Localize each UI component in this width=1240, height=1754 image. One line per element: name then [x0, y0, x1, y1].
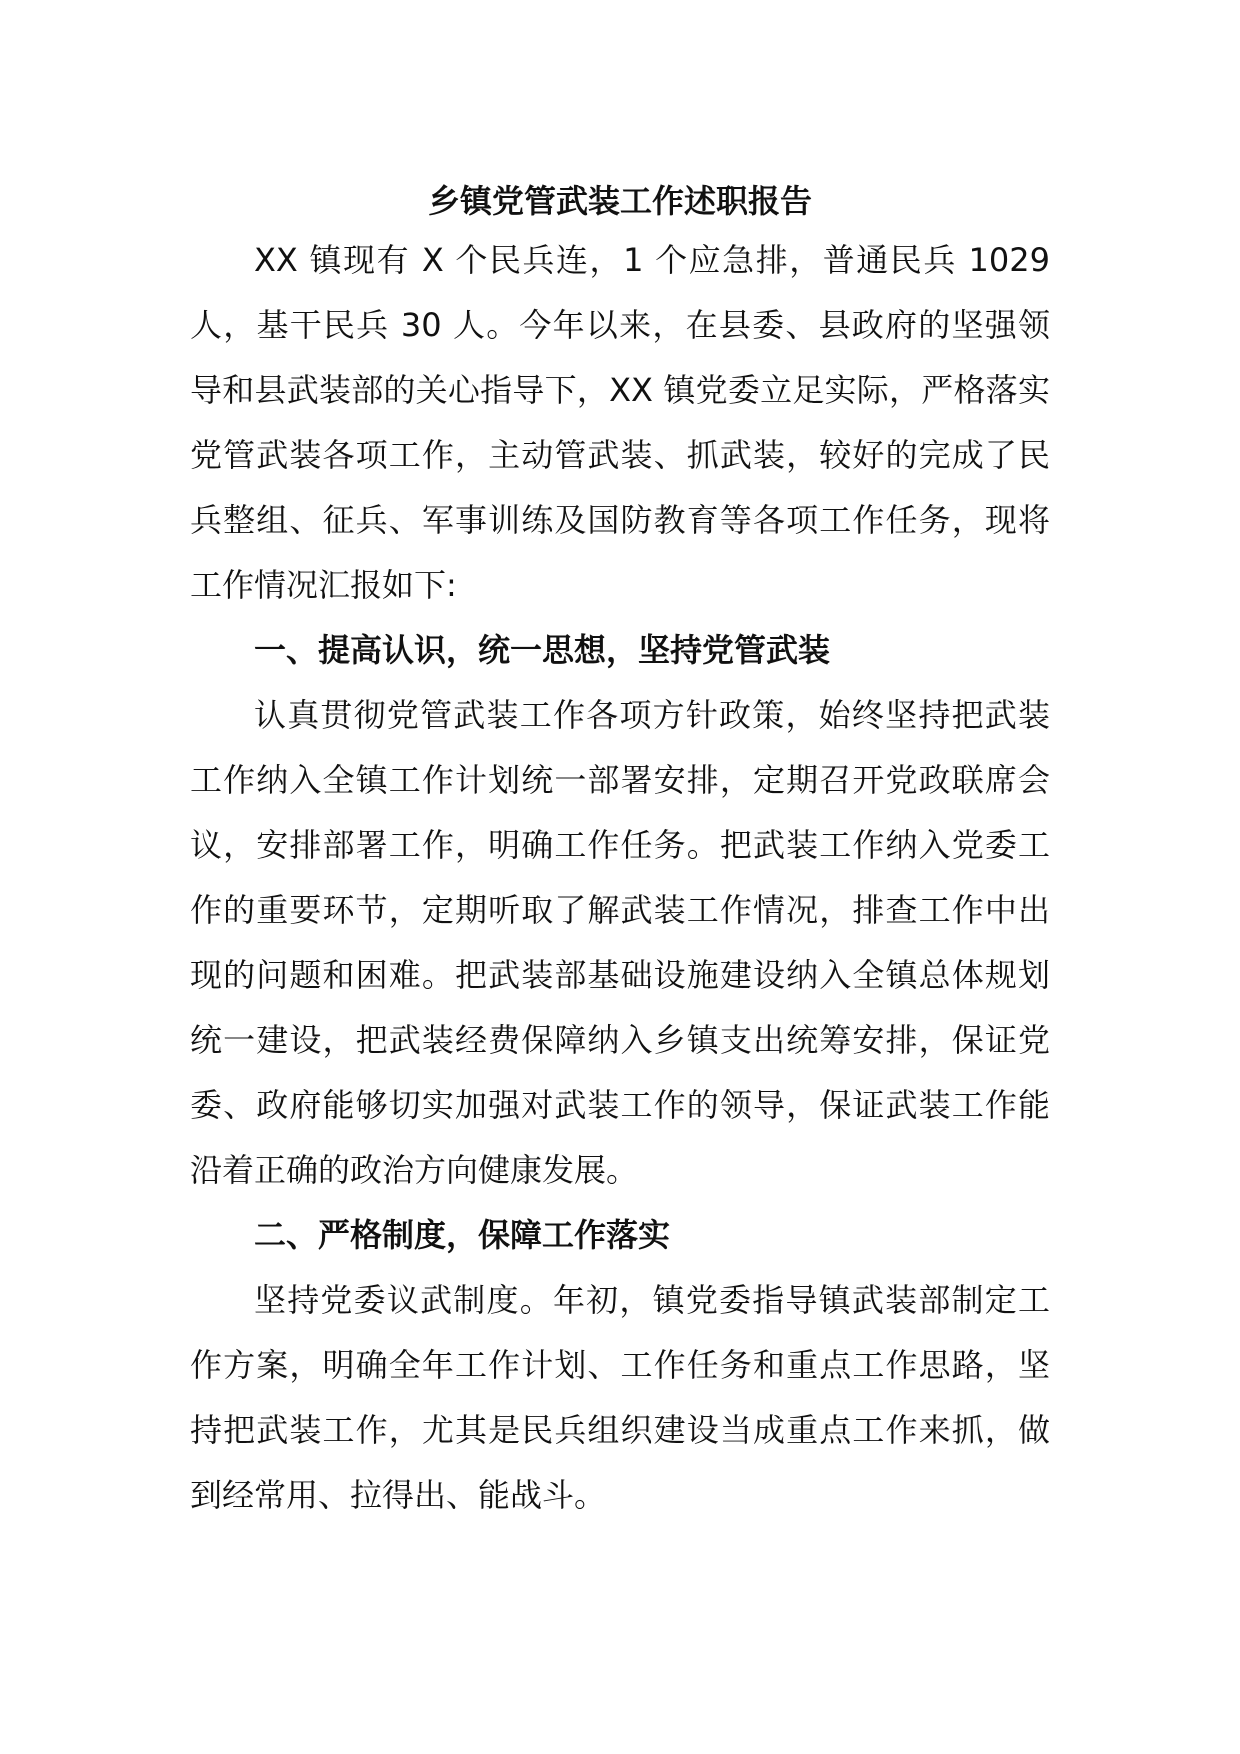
section-2-heading: 二、严格制度，保障工作落实 — [254, 1216, 671, 1254]
section-2-body: 坚持党委议武制度。年初，镇党委指导镇武装部制定工作方案，明确全年工作计划、工作任务和重点工作思路，坚持把武装工作，尤其是民兵组织建设当成重点工作来抓，做到经常用、拉得出、能战斗。 — [190, 1281, 1050, 1514]
section-1-heading: 一、提高认识，统一思想，坚持党管武装 — [254, 631, 831, 669]
intro-paragraph: XX 镇现有 X 个民兵连，1 个应急排，普通民兵 1029 人，基干民兵 30 人。今年以来，在县委、县政府的坚强领导和县武装部的关心指导下，XX 镇党委立足实际，严格落实党管武装各项工作，主动管武装、抓武装，较好的完成了民兵整组、征兵、军事训练及国防教育等各项工作任务，现将工作情况汇报如下: — [190, 241, 1050, 604]
document-content — [190, 178, 1050, 1528]
document-title: 乡镇党管武装工作述职报告 — [427, 182, 812, 220]
section-1-body: 认真贯彻党管武装工作各项方针政策，始终坚持把武装工作纳入全镇工作计划统一部署安排，定期召开党政联席会议，安排部署工作，明确工作任务。把武装工作纳入党委工作的重要环节，定期听取了解武装工作情况，排查工作中出现的问题和困难。把武装部基础设施建设纳入全镇总体规划统一建设，把武装经费保障纳入乡镇支出统筹安排，保证党委、政府能够切实加强对武装工作的领导，保证武装工作能沿着正确的政治方向健康发展。 — [190, 696, 1050, 1189]
